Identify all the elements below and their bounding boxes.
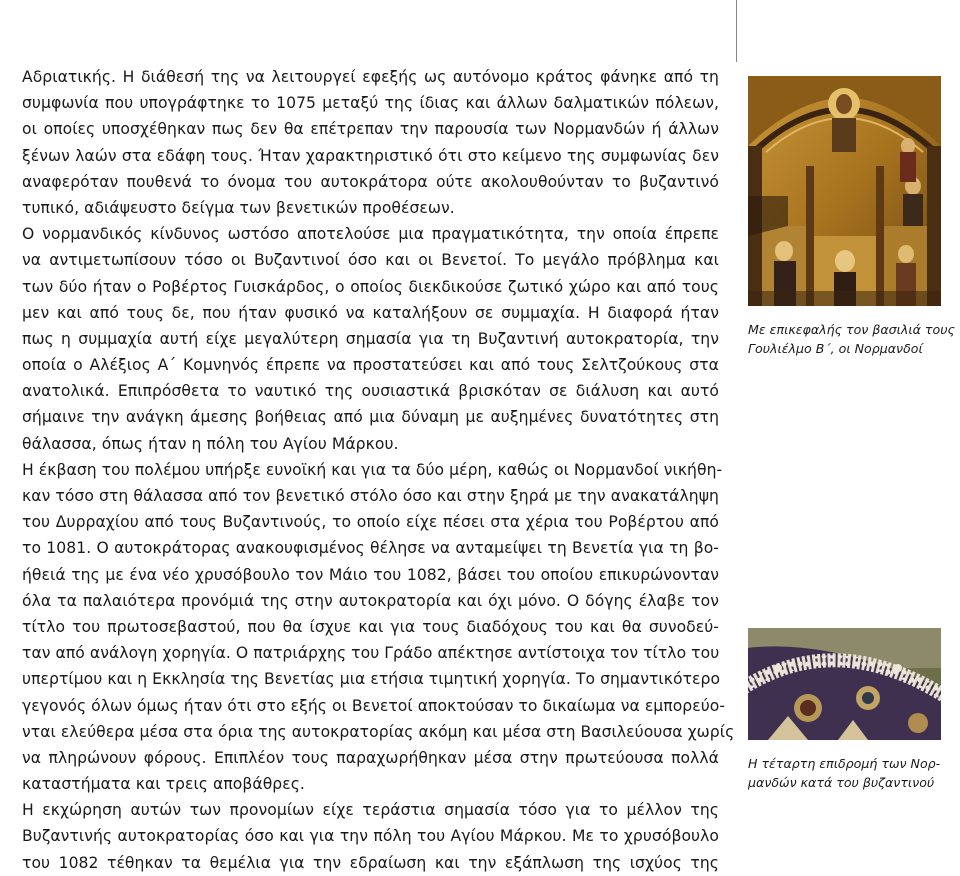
- body-line: Η έκβαση του πολέμου υπήρξε ευνοϊκή και για τα δύο μέρη, καθώς οι Νορμανδοί νικήθη-: [22, 460, 723, 479]
- body-line: καν τόσο στη θάλασσα από τον βενετικό στόλο όσο και στην ξηρά με την ανακατάληψη: [22, 487, 719, 505]
- body-line: να πληρώνουν φόρους. Επιπλέον τους παραχωρήθηκαν μέσα στην πρωτεύουσα πολλά: [22, 748, 719, 767]
- body-line: νται ελεύθερα μέσα στα όρια της αυτοκρατορίας ακόμη και μέσα στη Βασιλεύουσα χωρίς: [22, 722, 735, 741]
- body-line: μεν και από τους δε, που ήταν φυσικό να καταλήξουν σε συμμαχία. Η διαφορά ήταν: [22, 303, 719, 322]
- body-line: Αδριατικής. Η διάθεσή της να λειτουργεί εφεξής ως αυτόνομο κράτος φάνηκε από τη: [22, 68, 719, 86]
- mosaic-photo: [748, 76, 941, 306]
- body-line: τυπικό, αδιάψευστο δείγμα των βενετικών προθέσεων.: [22, 198, 455, 217]
- body-text-column: [22, 64, 735, 876]
- body-line: συμφωνία που υπογράφτηκε το 1075 μεταξύ της ίδιας και άλλων δαλματικών πόλεων,: [22, 94, 719, 113]
- body-line: σήμαινε την ανάγκη άμεσης βοήθειας από μια δύναμη με αυξημένες δυνατότητες στη: [22, 408, 719, 427]
- body-line: ξένων λαών στα εδάφη τους. Ήταν χαρακτηριστικό ότι στο κείμενο της συμφωνίας δεν: [22, 146, 719, 165]
- caption-line: Γουλιέλμο Β΄, οι Νορμανδοί: [748, 341, 923, 356]
- body-line: θάλασσα, όπως ήταν η πόλη του Αγίου Μάρκου.: [22, 434, 399, 453]
- body-line: να αντιμετωπίσουν τόσο οι Βυζαντινοί όσο και οι Βενετοί. Το μεγάλο πρόβλημα και: [22, 251, 719, 270]
- caption-line: Η τέταρτη επιδρομή των Νορ-: [748, 756, 941, 771]
- caption-line: μανδών κατά του βυζαντινού: [748, 775, 935, 790]
- figure-caption: [748, 320, 955, 358]
- body-line: όλα τα παλαιότερα προνόμιά της στην αυτοκρατορία και όχι μόνο. Ο δόγης έλαβε τον: [22, 591, 719, 610]
- body-line: των δύο ήταν ο Ροβέρτος Γυισκάρδος, ο οποίος διεκδικούσε ζωτικό χώρο και από τους: [22, 277, 719, 296]
- body-line: πως η συμμαχία αυτή είχε μεγαλύτερη σημασία για τη Βυζαντινή αυτοκρατορία, την: [22, 329, 719, 348]
- body-line: οποία ο Αλέξιος Α΄ Κομνηνός έπρεπε να προστατεύσει και από τους Σελτζούκους στα: [22, 356, 719, 375]
- page-gutter-rule: [736, 0, 737, 62]
- body-line: του Δυρραχίου από τους Βυζαντινούς, το οποίο είχε πέσει στα χέρια του Ροβέρτου από: [22, 513, 719, 532]
- body-line: υπερτίμου και η Εκκλησία της Βενετίας μια ετήσια τιμητική χορηγία. Το σημαντικότερο: [22, 670, 721, 689]
- figure-caption: [748, 754, 948, 792]
- caption-line: Με επικεφαλής τον βασιλιά τους: [748, 322, 955, 337]
- body-line: αναφερόταν πουθενά το όνομα του αυτοκράτορα ούτε ακολουθούνταν το βυζαντινό: [22, 172, 719, 191]
- body-line: οι οποίες υποσχέθηκαν πως δεν θα επέτρεπαν την παρουσία των Νορμανδών ή άλλων: [22, 120, 719, 139]
- body-line: Βυζαντινής αυτοκρατορίας όσο και για την πόλη του Αγίου Μάρκου. Με το χρυσόβουλο: [22, 827, 719, 846]
- body-line: του 1082 τέθηκαν τα θεμέλια για την εδραίωση και την εξάπλωση της ισχύος της: [22, 853, 719, 872]
- body-line: γεγονός όλων όμως ήταν ότι στο εξής οι Βενετοί αποκτούσαν το δικαίωμα να εμπορεύο-: [22, 696, 726, 715]
- vestment-photo: [748, 628, 941, 740]
- body-line: ανατολικά. Επιπρόσθετα το ναυτικό της ουσιαστικά βρισκόταν σε διάλυση και αυτό: [22, 382, 719, 401]
- body-line: Ο νορμανδικός κίνδυνος ωστόσο αποτελούσε μια πραγματικότητα, την οποία έπρεπε: [22, 225, 719, 244]
- body-line: τίτλο του πρωτοσεβαστού, που θα ίσχυε και για τους διαδόχους του και θα συνοδεύ-: [22, 617, 719, 636]
- body-line: ήθειά της με ένα νέο χρυσόβουλο τον Μάιο του 1082, βάσει του οποίου επικυρώνονταν: [22, 565, 719, 584]
- body-line: το 1081. Ο αυτοκράτορας ανακουφισμένος θέλησε να ανταμείψει τη Βενετία για τη βο-: [22, 539, 719, 558]
- body-line: καταστήματα και τρεις αποβάθρες.: [22, 775, 305, 794]
- body-line: Η εκχώρηση αυτών των προνομίων είχε τεράστια σημασία τόσο για το μέλλον της: [22, 801, 719, 820]
- body-line: ταν από ανάλογη χορηγία. Ο πατριάρχης του Γράδο απέκτησε αντίστοιχα τον τίτλο του: [22, 644, 720, 663]
